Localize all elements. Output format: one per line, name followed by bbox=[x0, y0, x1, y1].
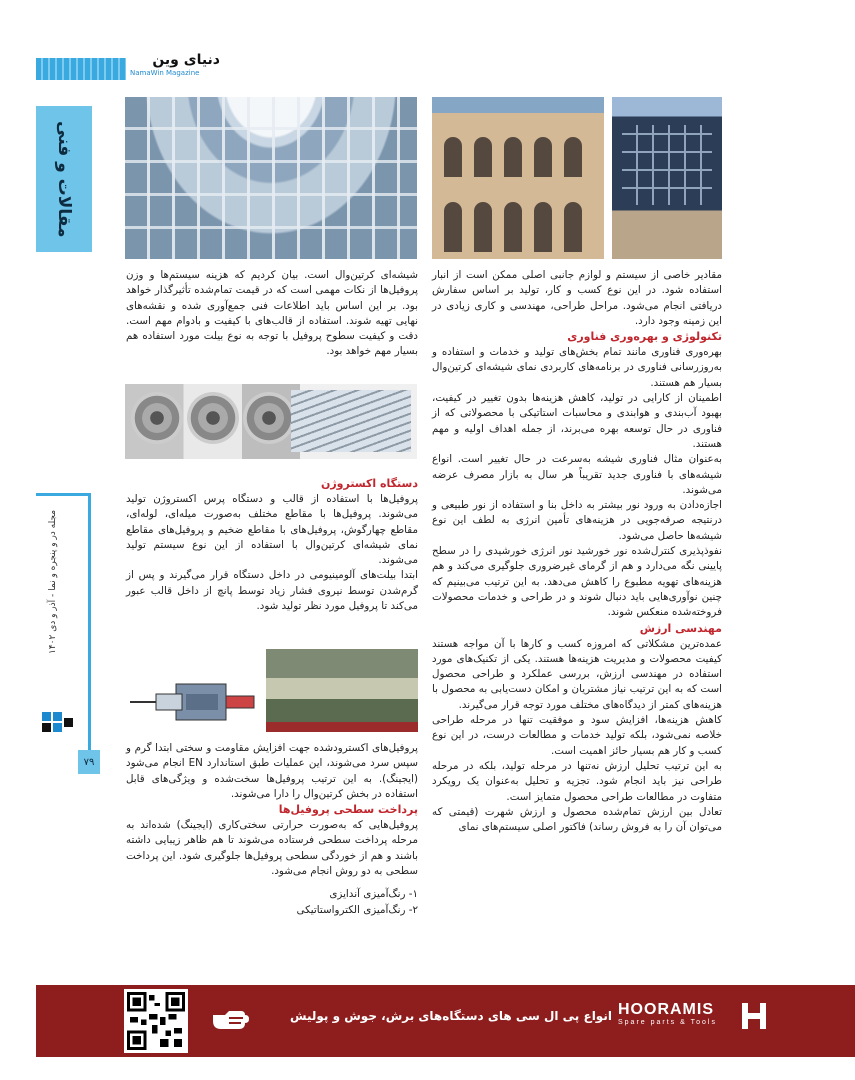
brand-block bbox=[618, 1001, 738, 1026]
logo-subtitle: NamaWin Magazine bbox=[130, 69, 200, 77]
brand-subtitle: Spare parts & Tools bbox=[618, 1019, 717, 1026]
logo-text: دنیای وین bbox=[152, 52, 220, 68]
stone-building-photo bbox=[432, 97, 604, 259]
paragraph: پروفیل‌هایی که به‌صورت حرارتی سختی‌کاری (ایجینگ) شده‌اند به مرحله پرداخت سطحی فرستاده می‌شوند تا هم ظاهر زیبایی داشته باشند و هم از خوردگی سطحی پروفیل‌ها جلوگیری شود. این پرداخت سطحی به دو روش انجام می‌شود. bbox=[126, 819, 418, 878]
paragraph: بهره‌وری فناوری مانند تمام بخش‌های تولید و خدمات و استفاده و به‌روزرسانی فناوری در برنامه‌های کاربردی نمای شیشه‌ای کرتین‌وال بسیار هم هستند. bbox=[432, 346, 722, 389]
right-text-column bbox=[432, 268, 722, 835]
ad-tagline: انواع پی ال سی های دستگاه‌های برش، جوش و پولیش bbox=[290, 1009, 612, 1023]
left-text-bottom bbox=[126, 741, 418, 918]
glass-dome-photo bbox=[125, 97, 417, 259]
header-stripe bbox=[36, 58, 126, 80]
paragraph: ابتدا بیلت‌های آلومینیومی در داخل دستگاه قرار می‌گیرند و پس از گرم‌شدن توسط نیروی فشار زیاد توسط پانچ از داخل قالب عبور می‌کند تا پروفیل مورد نظر تولید شود. bbox=[126, 569, 418, 613]
paragraph: مقادیر خاصی از سیستم و لوازم جانبی اصلی ممکن است از انبار استفاده شود. در این نوع کسب و کار، تولید بر اساس سفارش دریافتی انجام می‌شود. مراحل طراحی، مهندسی و کاری زیادی در این زمینه وجود دارد. bbox=[432, 269, 722, 327]
paragraph: کاهش هزینه‌ها، افزایش سود و موفقیت تنها در مرحله طراحی خلاصه نمی‌شود، بلکه تولید خدمات و مطالعات درست، در این نوع کسب و کار هم بسیار حائز اهمیت است. bbox=[432, 714, 722, 757]
paragraph: عمده‌ترین مشکلاتی که امروزه کسب و کارها با آن مواجه هستند کیفیت محصولات و مدیریت هزینه‌ها هستند. یکی از تکنیک‌های مورد استفاده در مهندسی ارزش، بررسی عملکرد و طراحی محصول است که به این ترتیب نیاز مشتریان و امکان دست‌یابی به محصول با هزینه‌های کمتر از دیدگاه‌های مختلف مورد توجه قرار می‌گیرند. bbox=[432, 637, 722, 711]
left-text-top bbox=[126, 268, 418, 360]
paragraph: تعادل بین ارزش تمام‌شده محصول و ارزش شهرت (قیمتی که می‌توان آن را به فروش رساند) فاکتور اصلی سیستم‌های نمای bbox=[432, 805, 722, 834]
list-item: ۲- رنگ‌آمیزی الکترواستاتیکی bbox=[296, 903, 418, 916]
side-rule-horizontal bbox=[36, 493, 90, 496]
paragraph: اجازه‌دادن به ورود نور بیشتر به داخل بنا و استفاده از نور طبیعی و درنتیجه صرفه‌جویی در هزینه‌های تأمین انرژی به لطف این نوع شیشه‌ها حاصل می‌شود. bbox=[432, 499, 722, 542]
magazine-mini-logo-icon bbox=[42, 712, 76, 734]
heading-value-engineering: مهندسی ارزش bbox=[639, 621, 722, 635]
paragraph: به این ترتیب تحلیل ارزش نه‌تنها در مرحله تولید، بلکه در مرحله طراحی نیز باید انجام شود. تجزیه و تحلیل به‌عنوان یک رویکرد متفاوت در مطالعات طراحی محصول متمایز است. bbox=[432, 759, 722, 803]
glass-building-photo bbox=[612, 97, 722, 259]
extrusion-parts-photo bbox=[125, 384, 417, 459]
paragraph: نفوذپذیری کنترل‌شده نور خورشید نور انرژی خورشیدی را در سطح پایینی نگه می‌دارد و هم از گرمای غیرضروری جلوگیری می‌کند و هم هزینه‌های تهویه مطبوع را کاهش می‌دهد. به این ترتیب می‌بینیم که چنین نوآوری‌هایی باید دنبال شوند و در طراحی و خدمات محصولات فروخته‌شده منعکس شوند. bbox=[432, 545, 722, 619]
paragraph: شیشه‌ای کرتین‌وال است. بیان کردیم که هزینه سیستم‌ها و وزن پروفیل‌ها از نکات مهمی است که در قیمت تمام‌شده تأثیرگذار خواهد بود. بر این اساس باید اطلاعات فنی جمع‌آوری شده و نقشه‌های نهایی تهیه شوند. استفاده از قالب‌های با کیفیت و بادوام مهم است. دقت و کیفیت سطوح پروفیل با توجه به نوع بیلت مورد استفاده هم بسیار مهم خواهد بود. bbox=[126, 269, 418, 358]
issue-info: مجله در و پنجره و نما - آذر و دی ۱۴۰۲ bbox=[48, 510, 58, 655]
list-item: ۱- رنگ‌آمیزی آندایزی bbox=[329, 888, 418, 901]
paragraph: به‌عنوان مثال فناوری شیشه به‌سرعت در حال تغییر است. انواع شیشه‌های با فناوری جدید تقریباً هر سال به بازار مصرف عرضه می‌شوند. bbox=[432, 453, 722, 496]
brand-name: HOORAMIS bbox=[618, 1001, 714, 1018]
finish-list bbox=[126, 887, 418, 918]
side-rule-vertical bbox=[88, 493, 91, 763]
heading-technology: تکنولوژی و بهره‌وری فناوری bbox=[567, 330, 722, 344]
heading-extrusion: دستگاه اکستروژن bbox=[320, 477, 418, 490]
page-number: ۷۹ bbox=[78, 750, 100, 774]
qr-code-icon[interactable] bbox=[124, 989, 188, 1053]
pointing-hand-icon bbox=[211, 1007, 251, 1035]
paragraph: پروفیل‌های اکسترودشده جهت افزایش مقاومت و سختی ابتدا گرم و سپس سرد می‌شوند، این عملیات طبق استاندارد EN انجام می‌شود (ایجینگ). به این ترتیب پروفیل‌ها سخت‌شده و ویژگی‌های قابل استفاده در بخش کرتین‌وال را دارا می‌شوند. bbox=[126, 742, 418, 800]
paragraph: اطمینان از کارایی در تولید، کاهش هزینه‌ها بدون تغییر در کیفیت، بهبود آب‌بندی و هوابندی و محاسبات استاتیکی با محصولاتی که از فناوری در حال توسعه بهره می‌برند، از جمله اهداف اولیه و مهم هستند. bbox=[432, 392, 722, 450]
extrusion-press-photo bbox=[266, 649, 418, 732]
footer-ad-banner[interactable] bbox=[36, 985, 855, 1057]
section-title: مقالات و فنی bbox=[54, 120, 74, 238]
heading-surface-finish: پرداخت سطحی پروفیل‌ها bbox=[278, 803, 418, 817]
paragraph: پروفیل‌ها با استفاده از قالب و دستگاه پرس اکستروژن تولید می‌شوند. پروفیل‌ها با مقاطع مختلف به‌صورت میله‌ای، لوله‌ای، مقاطع چهارگوش، پروفیل‌های با مقاطع ضخیم و پروفیل‌های مقاطع نمای شیشه‌ای کرتین‌وال با استفاده از این نوع سیستم تولید می‌شوند. bbox=[126, 493, 418, 567]
section-tab bbox=[36, 106, 92, 252]
hooramis-logo-icon bbox=[741, 1001, 767, 1031]
left-text-middle bbox=[126, 476, 418, 614]
extrusion-diagram-icon bbox=[126, 672, 256, 732]
magazine-logo bbox=[130, 52, 220, 84]
